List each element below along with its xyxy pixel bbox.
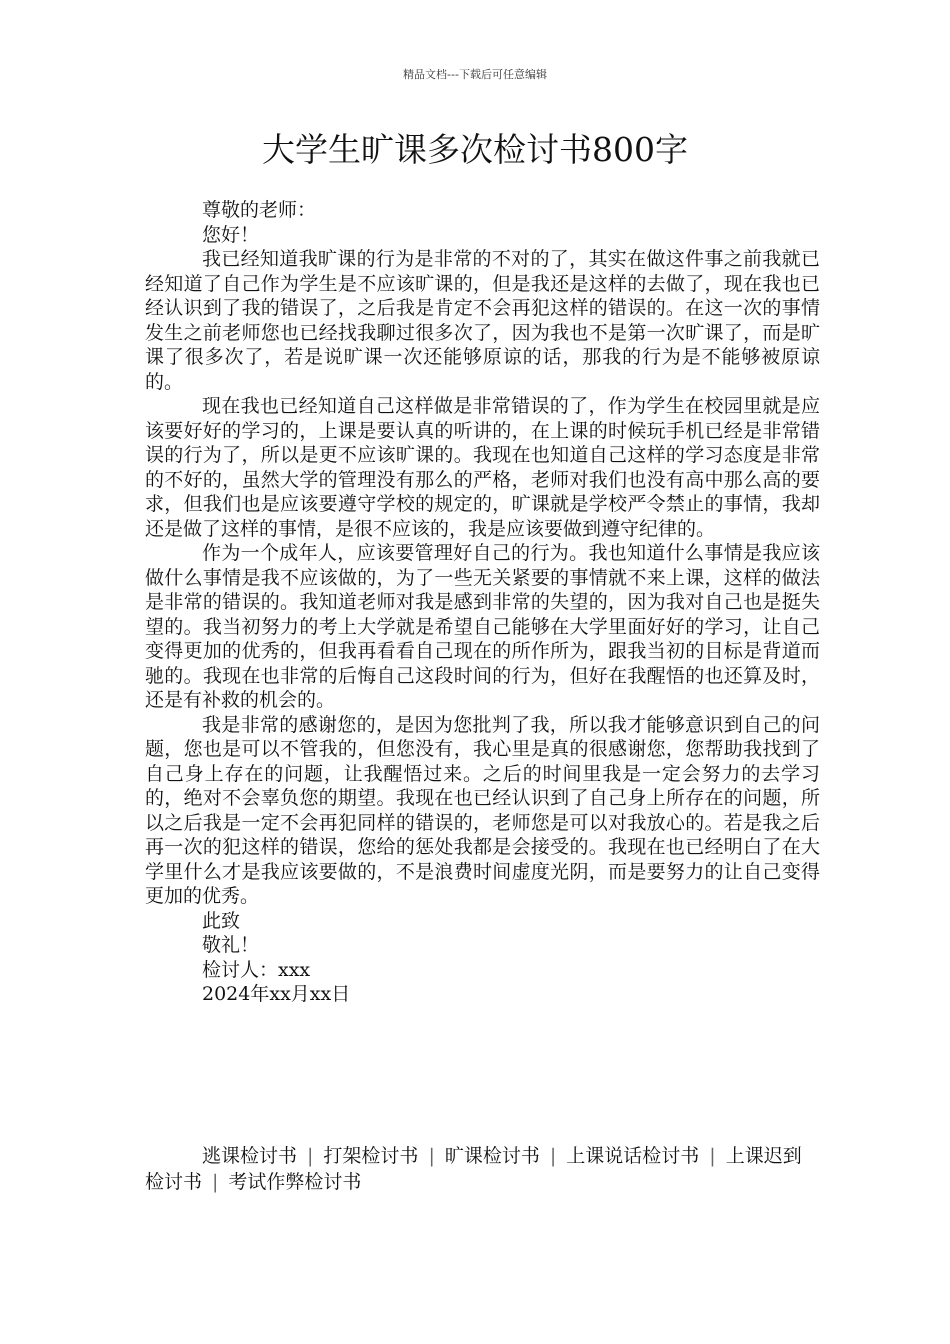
paragraph: 作为一个成年人，应该要管理好自己的行为。我也知道什么事情是我应该做什么事情是我不应该做的，为了一些无关紧要的事情就不来上课，这样的做法是非常的错误的。我知道老师对我是感到非常的失望的，因为我对自己也是挺失望的。我当初努力的考上大学就是希望自己能够在大学里面好好的学习，让自己变得更加的优秀的，但我再看看自己现在的所作所为，跟我当初的目标是背道而驰的。我现在也非常的后悔自己这段时间的行为，但好在我醒悟的也还算及时，还是有补救的机会的。 [145,542,820,711]
link-separator: | [212,1171,219,1193]
link-separator: | [307,1145,314,1167]
document-body [145,198,820,1007]
link-separator: | [428,1145,435,1167]
related-link[interactable]: 上课说话检讨书 [566,1145,700,1167]
related-link[interactable]: 考试作弊检讨书 [228,1171,362,1193]
paragraph: 我已经知道我旷课的行为是非常的不对的了，其实在做这件事之前我就已经知道了自己作为学生是不应该旷课的，但是我还是这样的去做了，现在我也已经认识到了我的错误了，之后我是肯定不会再犯这样的错误的。在这一次的事情发生之前老师您也已经找我聊过很多次了，因为我也不是第一次旷课了，而是旷课了很多次了，若是说旷课一次还能够原谅的话，那我的行为是不能够被原谅的。 [145,248,820,393]
date: 2024年xx月xx日 [202,983,351,1005]
related-links [145,1143,815,1195]
closing-line-2: 敬礼！ [202,934,260,956]
paragraph: 现在我也已经知道自己这样做是非常错误的了，作为学生在校园里就是应该要好好的学习的，上课是要认真的听讲的，在上课的时候玩手机已经是非常错误的行为了，所以是更不应该旷课的。我现在也知道自己这样的学习态度是非常的不好的，虽然大学的管理没有那么的严格，老师对我们也没有高中那么高的要求，但我们也是应该要遵守学校的规定的，旷课就是学校严令禁止的事情，我却还是做了这样的事情，是很不应该的，我是应该要做到遵守纪律的。 [145,395,820,540]
link-separator: | [549,1145,557,1167]
related-link[interactable]: 上课迟到检讨书 [145,1145,802,1193]
related-link[interactable]: 逃课检讨书 [202,1145,298,1167]
paragraph: 我是非常的感谢您的，是因为您批判了我，所以我才能够意识到自己的问题，您也是可以不管我的，但您没有，我心里是真的很感谢您，您帮助我找到了自己身上存在的问题，让我醒悟过来。之后的时间里我是一定会努力的去学习的，绝对不会辜负您的期望。我现在也已经认识到了自己身上所存在的问题，所以之后我是一定不会再犯同样的错误的，老师您是可以对我放心的。若是我之后再一次的犯这样的错误，您给的惩处我都是会接受的。我现在也已经明白了在大学里什么才是我应该要做的，不是浪费时间虚度光阴，而是要努力的让自己变得更加的优秀。 [145,713,820,907]
signer: 检讨人：xxx [202,958,311,981]
link-separator: | [709,1145,716,1167]
header-note: 精品文档---下载后可任意编辑 [403,68,547,81]
document-title: 大学生旷课多次检讨书800字 [262,130,688,169]
related-link[interactable]: 打架检讨书 [323,1145,419,1167]
salutation: 尊敬的老师： [202,199,317,221]
greeting: 您好！ [202,223,260,246]
closing-line-1: 此致 [202,909,241,932]
related-link[interactable]: 旷课检讨书 [444,1145,540,1167]
